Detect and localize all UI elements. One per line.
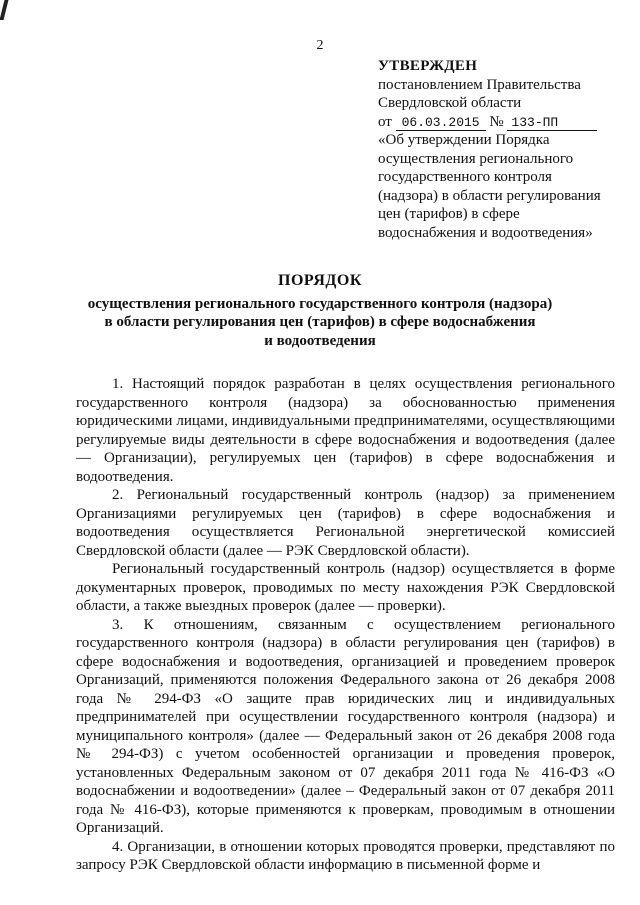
paragraph: Региональный государственный контроль (надзор) осуществляется в форме документарных проверок, проводимых по месту нахождения РЭК Свердловской области, а также выездных проверок (далее — проверки). (76, 561, 615, 614)
title-main: ПОРЯДОК (278, 272, 362, 289)
title-line: и водоотведения (264, 332, 376, 349)
title-line: в области регулирования цен (тарифов) в сфере водоснабжения (104, 314, 536, 330)
title-line: осуществления регионального государственного контроля (надзора) (87, 295, 553, 312)
page-number: 2 (316, 38, 324, 53)
document-title (40, 272, 600, 350)
document-body (76, 375, 615, 875)
approval-subject-line: цен (тарифов) в сфере (378, 206, 520, 222)
number-prefix: № (489, 113, 504, 130)
approval-date: 06.03.2015 (396, 115, 486, 131)
approval-subject-line: водоснабжения и водоотведения» (378, 224, 593, 241)
approval-number: 133-ПП (507, 115, 597, 131)
approval-line-1: постановлением Правительства (378, 76, 581, 93)
paragraph: 2. Региональный государственный контроль (надзор) за применением Организациями регулируемых цен (тарифов) в сфере водоснабжения и водоотведения осуществляется Региональной энергетической комиссией Свердловской области (далее — РЭК Свердловской области). (76, 487, 615, 559)
approval-block (378, 57, 628, 242)
scan-edge-mark (0, 0, 8, 20)
approval-subject-line: осуществления регионального (378, 150, 574, 167)
approval-heading: УТВЕРЖДЕН (378, 58, 478, 74)
approval-line-2: Свердловской области (378, 95, 522, 111)
approval-subject-line: «Об утверждении Порядка (378, 132, 550, 148)
paragraph: 1. Настоящий порядок разработан в целях осуществления регионального государственного контроля (надзора) за обоснованностью применения юридическими лицами, индивидуальными предпринимателями, осуществляющими регулируемые виды деятельности в сфере водоснабжения и водоотведения (далее — Организации), регулируемых цен (тарифов) в сфере водоснабжения и водоотведения. (76, 376, 615, 485)
approval-date-line (378, 113, 628, 132)
paragraph: 3. К отношениям, связанным с осуществлением регионального государственного контроля (надзора) в области регулирования цен (тарифов) в сфере водоснабжения и водоотведения, организацией и проведением проверок Организаций, применяются положения Федерального закона от 26 декабря 2008 года № 294-ФЗ «О защите прав юридических лиц и индивидуальных предпринимателей при осуществлении государственного контроля (надзора) и муниципального контроля» (далее — Федеральный закон от 26 декабря 2008 года № 294-ФЗ) с учетом особенностей организации и проведения проверок, установленных Федеральным законом от 07 декабря 2011 года № 416-ФЗ «О водоснабжении и водоотведении» (далее – Федеральный закон от 07 декабря 2011 года № 416-ФЗ), которые применяются к проверкам, проводимым в отношении Организаций. (76, 616, 615, 836)
paragraph: 4. Организации, в отношении которых проводятся проверки, представляют по запросу РЭК Свердловской области информацию в письменной форме и (76, 838, 615, 873)
date-prefix: от (378, 113, 392, 130)
approval-subject-line: (надзора) в области регулирования (378, 187, 601, 204)
approval-subject-line: государственного контроля (378, 169, 552, 185)
